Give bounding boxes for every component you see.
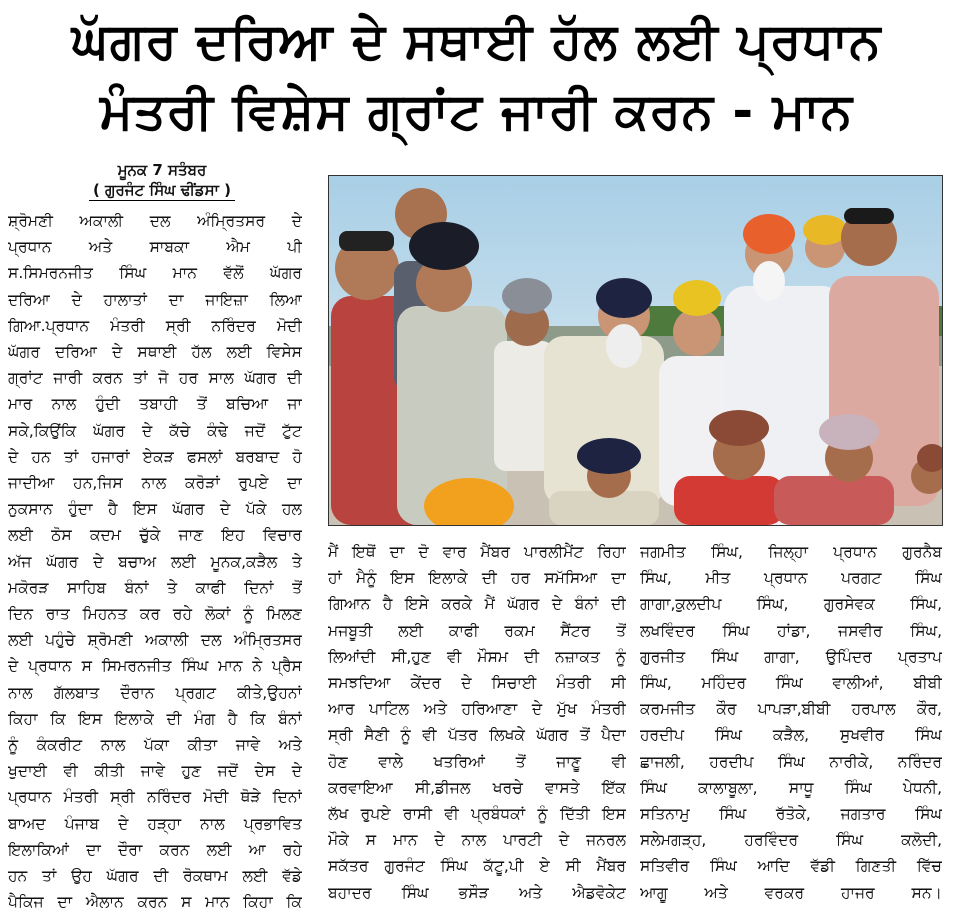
column1-line: ਇਲਾਕਿਆਂ ਦਾ ਦੌਰਾ ਕਰਨ ਲਈ ਆ ਰਹੇ bbox=[8, 840, 302, 859]
column3-line: ਕਰਮਜੀਤ ਕੌਰ ਪਾਪੜਾ,ਬੀਬੀ ਹਰਪਾਲ ਕੌਰ, bbox=[640, 700, 942, 719]
column1-line: ਸ਼੍ਰੋਮਣੀ ਅਕਾਲੀ ਦਲ ਅੰਮ੍ਰਿਤਸਰ ਦੇ bbox=[8, 212, 302, 230]
column1-line: ਜਾਦੀਆ ਹਨ,ਜਿਸ ਨਾਲ ਕਰੋੜਾਂ ਰੁਪਏ ਦਾ bbox=[8, 474, 302, 493]
column3-line: ਗੁਰਜੀਤ ਸਿੰਘ ਗਾਗਾ, ਉਪਿੰਦਰ ਪ੍ਰਤਾਪ bbox=[640, 647, 942, 666]
column1-line: ਨੁਕਸਾਨ ਹੁੰਦਾ ਹੈ ਇਸ ਘੱਗਰ ਦੇ ਪੱਕੇ ਹਲ bbox=[8, 500, 302, 519]
column1-line: ਬਾਅਦ ਪੰਜਾਬ ਦੇ ਹੜ੍ਹਾ ਨਾਲ ਪ੍ਰਭਾਵਿਤ bbox=[8, 814, 302, 833]
column2-line: ਬਹਾਦਰ ਸਿੰਘ ਭਸੌੜ ਅਤੇ ਐਡਵੋਕੇਟ bbox=[328, 883, 626, 902]
dateline bbox=[20, 160, 304, 201]
column1-line: ਮਕੋਰੜ ਸਾਹਿਬ ਬੰਨਾਂ ਤੇ ਕਾਫੀ ਦਿਨਾਂ ਤੋਂ bbox=[8, 578, 302, 597]
column1-line: ਦਰਿਆ ਦੇ ਹਾਲਾਤਾਂ ਦਾ ਜਾਇਜ਼ਾ ਲਿਆ bbox=[8, 290, 302, 309]
column3-line: ਗਾਗਾ,ਕੁਲਦੀਪ ਸਿੰਘ, ਗੁਰਸੇਵਕ ਸਿੰਘ, bbox=[640, 595, 942, 614]
column1-line: ਸਕੇ,ਕਿਉਂਕਿ ਘੱਗਰ ਦੇ ਕੱਚੇ ਕੰਢੇ ਜਦੋਂ ਟੁੱਟ bbox=[8, 421, 302, 440]
column3-line: ਜਗਮੀਤ ਸਿੰਘ, ਜਿਲ੍ਹਾ ਪ੍ਰਧਾਨ ਗੁਰਨੈਬ bbox=[640, 543, 942, 561]
column1-line: ਖੁਦਾਈ ਵੀ ਕੀਤੀ ਜਾਵੇ ਹੁਣ ਜਦੋਂ ਦੇਸ ਦੇ bbox=[8, 762, 302, 781]
column3-line: ਸਿੰਘ ਕਾਲਾਬੂਲਾ, ਸਾਧੂ ਸਿੰਘ ਪੇਧਨੀ, bbox=[640, 778, 942, 797]
byline: ( ਗੁਰਜੰਟ ਸਿੰਘ ਢੀਂਡਸਾ ) bbox=[89, 180, 235, 201]
column3-line: ਹਰਦੀਪ ਸਿੰਘ ਕੜੈਲ, ਸੁਖਵੀਰ ਸਿੰਘ bbox=[640, 726, 942, 745]
column2-line: ਲੱਖ ਰੁਪਏ ਰਾਸੀ ਵੀ ਪ੍ਰਬੰਧਕਾਂ ਨੂੰ ਦਿੱਤੀ ਇਸ bbox=[328, 805, 626, 824]
column1-line: ਗਿਆ.ਪ੍ਰਧਾਨ ਮੰਤਰੀ ਸ੍ਰੀ ਨਰਿੰਦਰ ਮੋਦੀ bbox=[8, 316, 302, 335]
column1-line: ਲਈ ਪਹੁੰਚੇ ਸ਼੍ਰੋਮਣੀ ਅਕਾਲੀ ਦਲ ਅੰਮ੍ਰਿਤਸਰ bbox=[8, 631, 302, 650]
column2-line: ਸਮਝਦਿਆ ਕੇਂਦਰ ਦੇ ਸਿਚਾਈ ਮੰਤਰੀ ਸੀ bbox=[328, 674, 626, 693]
column2-line: ਮੌਕੇ ਸ ਮਾਨ ਦੇ ਨਾਲ ਪਾਰਟੀ ਦੇ ਜਨਰਲ bbox=[328, 831, 626, 850]
column3-line: ਸਿੰਘ, ਮੀਤ ਪ੍ਰਧਾਨ ਪਰਗਟ ਸਿੰਘ bbox=[640, 569, 942, 588]
column1-line: ਨਾਲ ਗੱਲਬਾਤ ਦੌਰਾਨ ਪ੍ਰਗਟ ਕੀਤੇ,ਉਹਨਾਂ bbox=[8, 683, 302, 702]
column2-line: ਲਿਆਂਦੀ ਸੀ,ਹੁਣ ਵੀ ਮੌਸਮ ਦੀ ਨਜ਼ਾਕਤ ਨੂੰ bbox=[328, 647, 626, 666]
headline bbox=[0, 6, 953, 146]
column1-line: ਦਿਨ ਰਾਤ ਮਿਹਨਤ ਕਰ ਰਹੇ ਲੋਕਾਂ ਨੂੰ ਮਿਲਣ bbox=[8, 605, 302, 624]
column3-line: ਛਾਜਲੀ, ਹਰਦੀਪ ਸਿੰਘ ਨਾਰੀਕੇ, ਨਰਿੰਦਰ bbox=[640, 752, 942, 771]
column1-line: ਕਿਹਾ ਕਿ ਇਸ ਇਲਾਕੇ ਦੀ ਮੰਗ ਹੈ ਕਿ ਬੰਨਾਂ bbox=[8, 709, 302, 728]
column1-line: ਅੱਜ ਘੱਗਰ ਦੇ ਬਚਾਅ ਲਈ ਮੂਨਕ,ਕੜੈਲ ਤੇ bbox=[8, 552, 302, 571]
group-photo-illustration bbox=[329, 176, 942, 525]
column1-line: ਗ੍ਰਾਂਟ ਜਾਰੀ ਕਰਨ ਤਾਂ ਜੋ ਹਰ ਸਾਲ ਘੱਗਰ ਦੀ bbox=[8, 369, 302, 388]
column3-line: ਸਤਿਨਾਮੁ ਸਿੰਘ ਰੱਤੋਕੇ, ਜਗਤਾਰ ਸਿੰਘ bbox=[640, 805, 942, 824]
column2-line: ਆਰ ਪਾਟਿਲ ਅਤੇ ਹਰਿਆਣਾ ਦੇ ਮੁੱਖ ਮੰਤਰੀ bbox=[328, 700, 626, 719]
headline-line-1: ਘੱਗਰ ਦਰਿਆ ਦੇ ਸਥਾਈ ਹੱਲ ਲਈ ਪ੍ਰਧਾਨ bbox=[71, 12, 882, 70]
column3-line: ਲਖਵਿੰਦਰ ਸਿੰਘ ਹਾਂਡਾ, ਜਸਵੀਰ ਸਿੰਘ, bbox=[640, 621, 942, 640]
column1-line: ਸ.ਸਿਮਰਨਜੀਤ ਸਿੰਘ ਮਾਨ ਵੱਲੋਂ ਘੱਗਰ bbox=[8, 264, 302, 283]
column2-line: ਸ੍ਰੀ ਸੈਣੀ ਨੂੰ ਵੀ ਪੱਤਰ ਲਿਖਕੇ ਘੱਗਰ ਤੋਂ ਪੈਦਾ bbox=[328, 726, 626, 745]
news-photo bbox=[328, 175, 943, 526]
column1-line: ਲਈ ਠੋਸ ਕਦਮ ਚੁੱਕੇ ਜਾਣ ਇਹ ਵਿਚਾਰ bbox=[8, 526, 302, 545]
column1-line: ਦੇ ਹਨ ਤਾਂ ਹਜਾਰਾਂ ਏਕੜ ਫਸਲਾਂ ਬਰਬਾਦ ਹੋ bbox=[8, 447, 302, 466]
column3-line: ਆਗੂ ਅਤੇ ਵਰਕਰ ਹਾਜਰ ਸਨ। bbox=[640, 883, 942, 902]
column2-line: ਕਰਵਾਇਆ ਸੀ,ਡੀਜਲ ਖਰਚੇ ਵਾਸਤੇ ਇੱਕ bbox=[328, 778, 626, 797]
column2-line: ਮਜਬੂਤੀ ਲਈ ਕਾਫੀ ਰਕਮ ਸੈਂਟਰ ਤੋਂ bbox=[328, 621, 626, 640]
article-column-3 bbox=[640, 539, 942, 906]
place-date: ਮੂਨਕ 7 ਸਤੰਬਰ bbox=[117, 161, 207, 179]
article-column-1 bbox=[8, 208, 302, 915]
column1-line: ਪ੍ਰਧਾਨ ਅਤੇ ਸਾਬਕਾ ਐਮ ਪੀ bbox=[8, 238, 302, 257]
column3-line: ਸਲੇਮਗੜ੍ਹ, ਹਰਵਿੰਦਰ ਸਿੰਘ ਕਲੋਦੀ, bbox=[640, 831, 942, 850]
column1-line: ਨੂੰ ਕੰਕਰੀਟ ਨਾਲ ਪੱਕਾ ਕੀਤਾ ਜਾਵੇ ਅਤੇ bbox=[8, 736, 302, 755]
column2-line: ਹੋਣ ਵਾਲੇ ਖਤਰਿਆਂ ਤੋਂ ਜਾਣੂ ਵੀ bbox=[328, 752, 626, 771]
column2-line: ਸਕੱਤਰ ਗੁਰਜੰਟ ਸਿੰਘ ਕੱਟੂ,ਪੀ ਏ ਸੀ ਮੈਂਬਰ bbox=[328, 857, 626, 876]
person-8 bbox=[803, 215, 847, 268]
column3-line: ਸਤਿਵੀਰ ਸਿੰਘ ਆਦਿ ਵੱਡੀ ਗਿਣਤੀ ਵਿੱਚ bbox=[640, 857, 942, 876]
column2-line: ਗਿਆਨ ਹੈ ਇਸੇ ਕਰਕੇ ਮੈਂ ਘੱਗਰ ਦੇ ਬੰਨਾਂ ਦੀ bbox=[328, 595, 626, 614]
column1-line: ਦੇ ਪ੍ਰਧਾਨ ਸ ਸਿਮਰਨਜੀਤ ਸਿੰਘ ਮਾਨ ਨੇ ਪ੍ਰੈਸ bbox=[8, 657, 302, 676]
column1-line: ਮਾਰ ਨਾਲ ਹੁੰਦੀ ਤਬਾਹੀ ਤੋਂ ਬਚਿਆ ਜਾ bbox=[8, 395, 302, 414]
headline-line-2: ਮੰਤਰੀ ਵਿਸ਼ੇਸ ਗ੍ਰਾਂਟ ਜਾਰੀ ਕਰਨ - ਮਾਨ bbox=[100, 82, 853, 140]
column1-line: ਘੱਗਰ ਦਰਿਆ ਦੇ ਸਥਾਈ ਹੱਲ ਲਈ ਵਿਸੇਸ bbox=[8, 343, 302, 362]
column2-line: ਹਾਂ ਮੈਨੂੰ ਇਸ ਇਲਾਕੇ ਦੀ ਹਰ ਸਮੱਸਿਆ ਦਾ bbox=[328, 569, 626, 588]
column3-line: ਸਿੰਘ, ਮਹਿੰਦਰ ਸਿੰਘ ਵਾਲੀਆਂ, ਬੀਬੀ bbox=[640, 674, 942, 693]
column2-line: ਮੈਂ ਇਥੋਂ ਦਾ ਦੋ ਵਾਰ ਮੈਂਬਰ ਪਾਰਲੀਮੈਂਟ ਰਿਹਾ bbox=[328, 543, 626, 561]
column1-line: ਹਨ ਤਾਂ ਉਹ ਘੱਗਰ ਦੀ ਰੋਕਥਾਮ ਲਈ ਵੱਡੇ bbox=[8, 867, 302, 886]
column1-line: ਪ੍ਰਧਾਨ ਮੰਤਰੀ ਸ੍ਰੀ ਨਰਿੰਦਰ ਮੋਦੀ ਥੋੜੇ ਦਿਨਾਂ bbox=[8, 788, 302, 807]
column1-line: ਪੈਕਿਜ ਦਾ ਐਲਾਨ ਕਰਨ ਸ ਮਾਨ ਕਿਹਾ ਕਿ bbox=[8, 893, 302, 912]
article-column-2 bbox=[328, 539, 626, 906]
